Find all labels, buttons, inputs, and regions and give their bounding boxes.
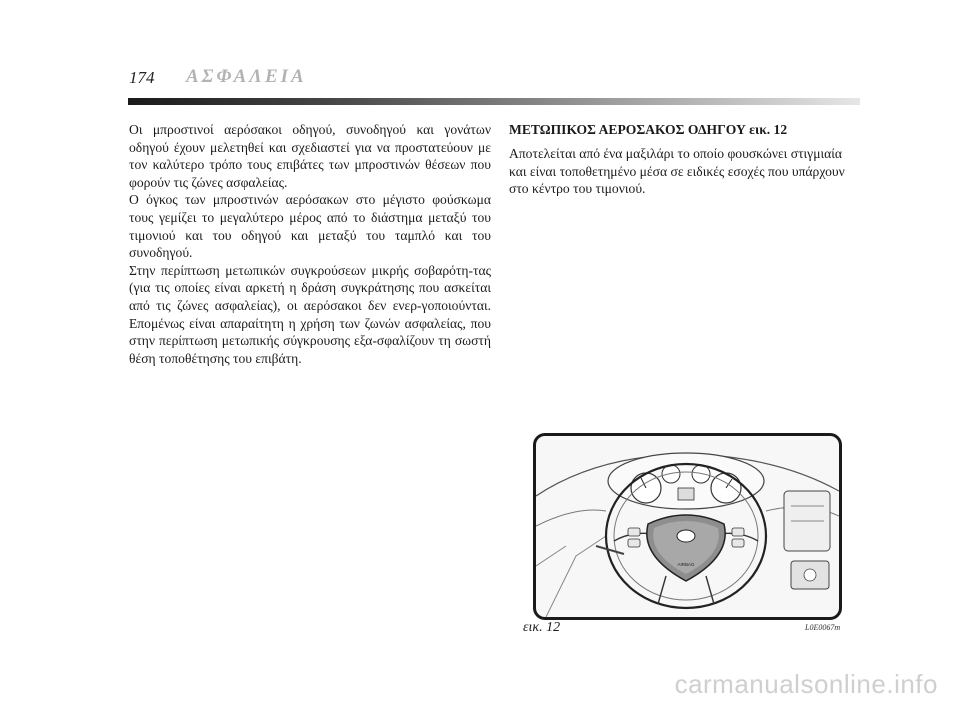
steering-wheel-figure [533,433,842,620]
left-text-column [129,121,491,367]
airbag-label: AIRBAG [677,562,695,567]
section-title: ΑΣΦΑΛΕΙΑ [186,66,307,87]
paragraph-1: Οι μπροστινοί αερόσακοι οδηγού, συνοδηγού και γονάτων οδηγού έχουν μελετηθεί και σχεδιαστεί για να προστατεύουν με τον καλύτερο τρόπο τους επιβάτες των μπροστινών θέσεων που φορούν τις ζώνες ασφαλείας. [129,122,491,190]
airbag-description: Αποτελείται από ένα μαξιλάρι το οποίο φουσκώνει στιγμιαία και είναι τοποθετημένο μέσα σε ειδικές εσοχές που υπάρχουν στο κέντρο του τιμονιού. [509,146,845,197]
airbag-heading: ΜΕΤΩΠΙΚΟΣ ΑΕΡΟΣΑΚΟΣ ΟΔΗΓΟΥ εικ. 12 [509,122,788,137]
paragraph-3: Στην περίπτωση μετωπικών συγκρούσεων μικρής σοβαρότη-τας (για τις οποίες είναι αρκετή η δράση συγκράτησης που ασκείται από τις ζώνες ασφαλείας), οι αερόσακοι δεν ενερ-γοποιούνται. Επομένως είναι απαραίτητη η χρήση των ζωνών ασφαλείας, που στην περίπτωση μετωπικής σύγκρουσης εξα-σφαλίζουν τη σωστή θέση τοποθέτησης του επιβάτη. [129,262,491,366]
steering-wheel-illustration [536,436,839,617]
figure-caption: εικ. 12 [523,620,561,635]
page-number: 174 [129,68,155,87]
header-rule [128,98,860,105]
watermark: carmanualsonline.info [674,669,938,699]
right-text-column [509,121,859,198]
paragraph-2: Ο όγκος των μπροστινών αερόσακων στο μέγιστο φούσκωμα τους γεμίζει το μεγαλύτερο μέρος από το διάστημα μεταξύ του τιμονιού και του οδηγού και μεταξύ του ταμπλό και του συνοδηγού. [129,192,491,261]
figure-code: L0E0067m [805,623,841,632]
